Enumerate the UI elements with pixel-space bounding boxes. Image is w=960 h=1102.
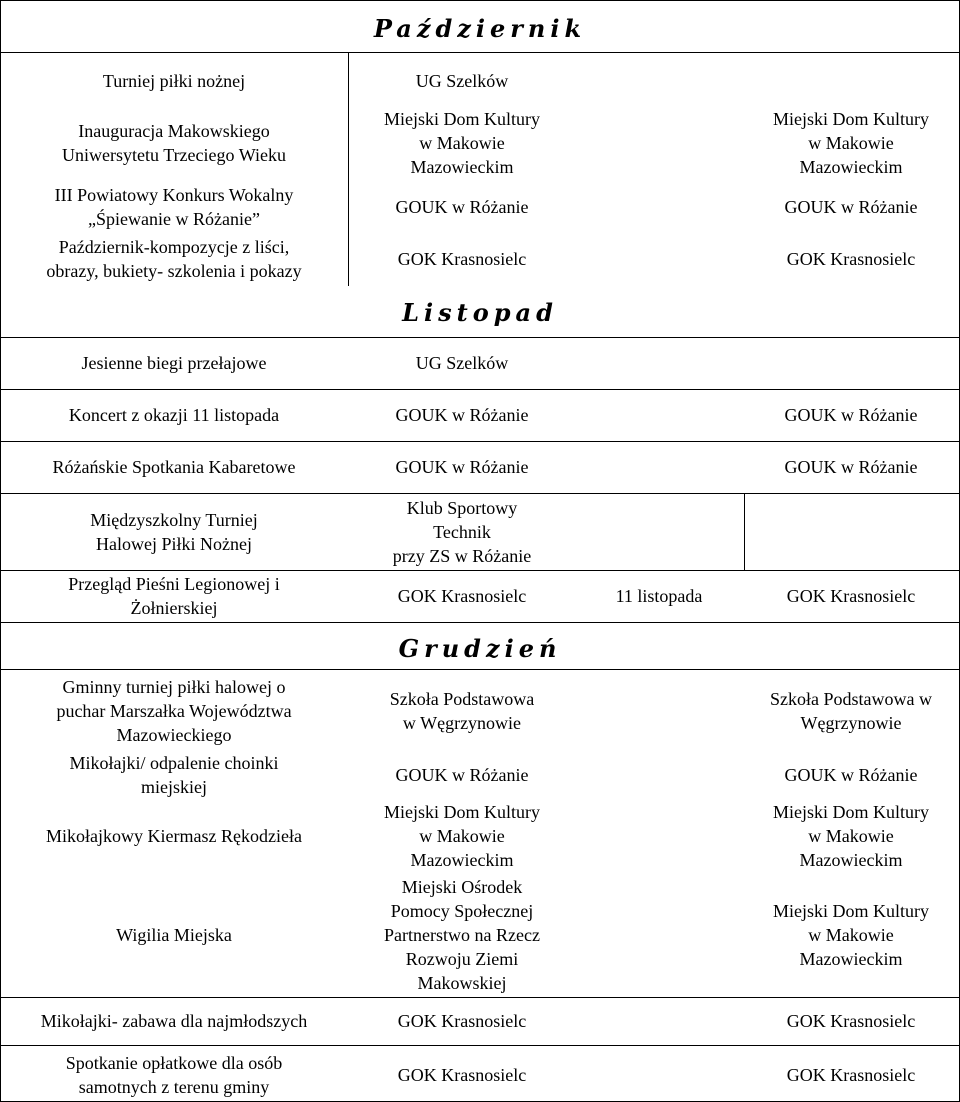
event-partner: GOUK w Różanie (784, 457, 918, 477)
event-partner: Miejski Dom Kultury w Makowie Mazowieckim (773, 109, 929, 177)
event-partner: GOK Krasnosielc (786, 1011, 916, 1031)
event-partner: GOUK w Różanie (784, 765, 918, 785)
event-date: 11 listopada (615, 586, 703, 606)
event-name: Koncert z okazji 11 listopada (68, 405, 280, 425)
month-header-november: Listopad (402, 297, 558, 327)
rule (0, 52, 960, 53)
event-name: Turniej piłki nożnej (102, 71, 246, 91)
event-organizer: GOUK w Różanie (395, 457, 529, 477)
event-name: III Powiatowy Konkurs Wokalny „Śpiewanie w Różanie” (54, 185, 294, 229)
event-name: Spotkanie opłatkowe dla osób samotnych z terenu gminy (65, 1053, 283, 1097)
event-name: Międzyszkolny Turniej Halowej Piłki Nożnej (90, 509, 258, 554)
event-partner: Miejski Dom Kultury w Makowie Mazowieckim (773, 901, 929, 969)
event-organizer: GOK Krasnosielc (397, 1065, 527, 1085)
event-organizer: GOUK w Różanie (395, 765, 529, 785)
event-partner: Szkoła Podstawowa w Węgrzynowie (770, 689, 932, 733)
event-organizer: UG Szelków (415, 353, 509, 373)
event-organizer: GOK Krasnosielc (397, 586, 527, 606)
event-name: Przegląd Pieśni Legionowej i Żołnierskiej (68, 574, 280, 618)
event-name: Wigilia Miejska (116, 925, 232, 945)
event-organizer: Szkoła Podstawowa w Węgrzynowie (389, 689, 535, 733)
event-name: Inauguracja Makowskiego Uniwersytetu Trzeciego Wieku (62, 121, 286, 165)
event-organizer: GOK Krasnosielc (397, 1011, 527, 1031)
event-organizer: Miejski Ośrodek Pomocy Społecznej Partnerstwo na Rzecz Rozwoju Ziemi Makowskiej (384, 877, 540, 993)
month-header-october: Październik (373, 13, 587, 43)
event-name: Mikołajkowy Kiermasz Rękodzieła (46, 826, 302, 846)
event-organizer: GOUK w Różanie (395, 197, 529, 217)
event-name: Październik-kompozycje z liści, obrazy, bukiety- szkolenia i pokazy (46, 237, 302, 281)
event-partner: GOK Krasnosielc (786, 1065, 916, 1085)
event-name: Jesienne biegi przełajowe (81, 353, 267, 373)
rule (744, 493, 745, 570)
event-name: Różańskie Spotkania Kabaretowe (52, 457, 296, 477)
rule (0, 1045, 960, 1046)
event-partner: Miejski Dom Kultury w Makowie Mazowieckim (773, 802, 929, 870)
month-header-december: Grudzień (398, 633, 562, 663)
event-partner: GOUK w Różanie (784, 197, 918, 217)
event-organizer: Miejski Dom Kultury w Makowie Mazowieckim (384, 802, 540, 870)
event-name: Mikołajki- zabawa dla najmłodszych (40, 1011, 308, 1031)
event-organizer: GOK Krasnosielc (397, 249, 527, 269)
event-name: Gminny turniej piłki halowej o puchar Marszałka Województwa Mazowieckiego (56, 677, 292, 745)
event-partner: GOUK w Różanie (784, 405, 918, 425)
event-partner: GOK Krasnosielc (786, 586, 916, 606)
event-organizer: UG Szelków (415, 71, 509, 91)
event-partner: GOK Krasnosielc (786, 249, 916, 269)
event-name: Mikołajki/ odpalenie choinki miejskiej (69, 753, 279, 797)
event-organizer: Miejski Dom Kultury w Makowie Mazowieckim (384, 109, 540, 177)
event-organizer: GOUK w Różanie (395, 405, 529, 425)
event-organizer: Klub Sportowy Technik przy ZS w Różanie (392, 497, 532, 566)
rule (0, 0, 960, 1)
rule (0, 622, 960, 623)
